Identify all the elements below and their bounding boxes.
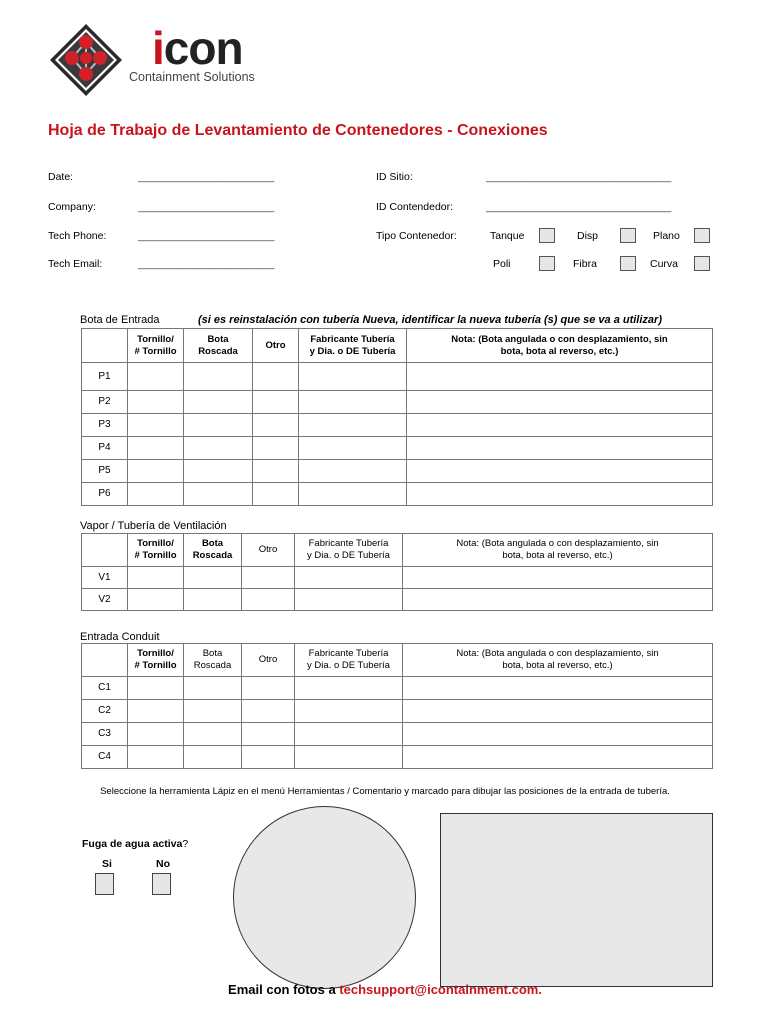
tornillo-header-line2: # Tornillo	[134, 345, 177, 357]
fabricante-cell[interactable]	[299, 483, 407, 506]
otro-cell[interactable]	[242, 723, 295, 746]
table-row	[82, 746, 713, 769]
row-label: C3	[82, 723, 128, 746]
nota-cell[interactable]	[403, 723, 713, 746]
otro-cell[interactable]	[242, 589, 295, 611]
curva-label: Curva	[650, 258, 679, 270]
tornillo-header	[128, 534, 184, 567]
tornillo-cell[interactable]	[128, 391, 184, 414]
otro-cell[interactable]	[242, 700, 295, 723]
tornillo-cell[interactable]	[128, 483, 184, 506]
fabricante-cell[interactable]	[299, 437, 407, 460]
bota-cell[interactable]	[184, 460, 253, 483]
bota-header-line1: Bota	[207, 333, 229, 345]
bota-cell[interactable]	[184, 391, 253, 414]
bota-cell[interactable]	[184, 414, 253, 437]
date-label: Date:	[48, 171, 74, 183]
fabricante-cell[interactable]	[299, 414, 407, 437]
nota-cell[interactable]	[407, 460, 713, 483]
nota-cell[interactable]	[407, 363, 713, 391]
tornillo-header-line1: Tornillo/	[137, 333, 174, 345]
tornillo-cell[interactable]	[128, 723, 184, 746]
fabricante-header-line2: y Dia. o DE Tubería	[307, 660, 390, 671]
curva-checkbox[interactable]	[694, 256, 710, 271]
empty-header-cell	[82, 534, 128, 567]
nota-cell[interactable]	[407, 437, 713, 460]
table-row	[82, 483, 713, 506]
otro-cell[interactable]	[253, 437, 299, 460]
bota-cell[interactable]	[184, 589, 242, 611]
logo-wordmark-rest: con	[163, 22, 243, 74]
company-field[interactable]: _________________________	[138, 201, 274, 213]
nota-cell[interactable]	[407, 414, 713, 437]
table-row	[82, 677, 713, 700]
row-label: C2	[82, 700, 128, 723]
otro-cell[interactable]	[253, 460, 299, 483]
leak-no-checkbox[interactable]	[152, 873, 171, 895]
leak-question-mark: ?	[182, 838, 189, 850]
row-label: V2	[82, 589, 128, 611]
bota-entrada-table	[81, 328, 713, 506]
tech-email-label: Tech Email:	[48, 258, 103, 270]
leak-question-label: Fuga de agua activa	[82, 838, 183, 850]
nota-header	[407, 329, 713, 363]
tech-email-field[interactable]: _________________________	[138, 258, 274, 270]
otro-cell[interactable]	[242, 567, 295, 589]
fabricante-header	[295, 644, 403, 677]
email-footer	[0, 982, 770, 997]
table-row	[82, 363, 713, 391]
otro-cell[interactable]	[253, 391, 299, 414]
tanque-checkbox[interactable]	[539, 228, 555, 243]
otro-cell[interactable]	[253, 483, 299, 506]
container-id-label: ID Contendedor:	[376, 201, 454, 213]
disp-checkbox[interactable]	[620, 228, 636, 243]
nota-header-line1: Nota: (Bota angulada o con desplazamiento, sin	[456, 648, 659, 659]
fabricante-cell[interactable]	[295, 723, 403, 746]
empty-header-cell	[82, 644, 128, 677]
bota-header	[184, 329, 253, 363]
bota-header-line1: Bota	[201, 538, 224, 549]
tornillo-header-line1: Tornillo/	[137, 538, 174, 549]
tornillo-cell[interactable]	[128, 589, 184, 611]
logo-wordmark	[152, 22, 243, 74]
company-label: Company:	[48, 201, 96, 213]
tornillo-cell[interactable]	[128, 414, 184, 437]
otro-cell[interactable]	[253, 414, 299, 437]
bota-header	[184, 644, 242, 677]
email-prefix: Email con fotos a	[228, 982, 340, 997]
fabricante-cell[interactable]	[295, 746, 403, 769]
otro-header: Otro	[242, 644, 295, 677]
bota-cell[interactable]	[184, 437, 253, 460]
fabricante-cell[interactable]	[299, 363, 407, 391]
table-row	[82, 723, 713, 746]
otro-cell[interactable]	[242, 746, 295, 769]
fabricante-header-line1: Fabricante Tubería	[308, 538, 389, 549]
row-label: P1	[82, 363, 128, 391]
tornillo-cell[interactable]	[128, 363, 184, 391]
row-label: P4	[82, 437, 128, 460]
fabricante-cell[interactable]	[295, 567, 403, 589]
conduit-title: Entrada Conduit	[80, 631, 160, 643]
fibra-checkbox[interactable]	[620, 256, 636, 271]
fibra-label: Fibra	[573, 258, 597, 270]
tornillo-header	[128, 329, 184, 363]
tornillo-cell[interactable]	[128, 460, 184, 483]
row-label: C4	[82, 746, 128, 769]
otro-header: Otro	[253, 329, 299, 363]
bota-cell[interactable]	[184, 677, 242, 700]
tech-phone-field[interactable]: _________________________	[138, 230, 274, 242]
nota-cell[interactable]	[403, 700, 713, 723]
nota-cell[interactable]	[403, 677, 713, 700]
support-email-link[interactable]: techsupport@icontainment.com.	[339, 982, 542, 997]
drawing-instructions: Seleccione la herramienta Lápiz en el menú Herramientas / Comentario y marcado para dibujar las posiciones de la entrada de tubería.	[100, 786, 670, 797]
tornillo-header	[128, 644, 184, 677]
tornillo-header-line1: Tornillo/	[137, 648, 174, 659]
nota-header-line1: Nota: (Bota angulada o con desplazamiento, sin	[456, 538, 659, 549]
fabricante-header	[299, 329, 407, 363]
row-label: P3	[82, 414, 128, 437]
plano-checkbox[interactable]	[694, 228, 710, 243]
row-label: C1	[82, 677, 128, 700]
bota-header-line2: Roscada	[192, 550, 233, 561]
nota-cell[interactable]	[403, 567, 713, 589]
poli-checkbox[interactable]	[539, 256, 555, 271]
nota-cell[interactable]	[407, 391, 713, 414]
poli-label: Poli	[493, 258, 511, 270]
disp-label: Disp	[577, 230, 599, 242]
otro-cell[interactable]	[242, 677, 295, 700]
tanque-label: Tanque	[490, 230, 525, 242]
fabricante-cell[interactable]	[295, 700, 403, 723]
tornillo-header-line2: # Tornillo	[134, 660, 177, 671]
tech-phone-label: Tech Phone:	[48, 230, 107, 242]
plano-label: Plano	[653, 230, 680, 242]
empty-header-cell	[82, 329, 128, 363]
tornillo-cell[interactable]	[128, 437, 184, 460]
bota-entrada-title: Bota de Entrada	[80, 314, 160, 326]
nota-header	[403, 644, 713, 677]
bota-cell[interactable]	[184, 723, 242, 746]
nota-header-line2: bota, bota al reverso, etc.)	[502, 550, 613, 561]
site-id-label: ID Sitio:	[376, 171, 413, 183]
logo-subtitle: Containment Solutions	[129, 70, 255, 84]
fabricante-header	[295, 534, 403, 567]
fabricante-cell[interactable]	[295, 677, 403, 700]
container-id-field[interactable]: __________________________________	[486, 201, 671, 213]
nota-header	[403, 534, 713, 567]
container-type-label: Tipo Contenedor:	[376, 230, 457, 242]
leak-question	[82, 838, 188, 850]
nota-header-line2: bota, bota al reverso, etc.)	[500, 345, 619, 357]
nota-cell[interactable]	[403, 746, 713, 769]
tornillo-cell[interactable]	[128, 567, 184, 589]
tornillo-cell[interactable]	[128, 700, 184, 723]
bota-cell[interactable]	[184, 746, 242, 769]
row-label: P6	[82, 483, 128, 506]
otro-cell[interactable]	[253, 363, 299, 391]
table-row	[82, 460, 713, 483]
tornillo-cell[interactable]	[128, 677, 184, 700]
leak-yes-checkbox[interactable]	[95, 873, 114, 895]
vapor-table	[81, 533, 713, 611]
nota-header-line2: bota, bota al reverso, etc.)	[502, 660, 613, 671]
bota-cell[interactable]	[184, 700, 242, 723]
table-row	[82, 414, 713, 437]
fabricante-cell[interactable]	[299, 460, 407, 483]
conduit-table	[81, 643, 713, 769]
tornillo-cell[interactable]	[128, 746, 184, 769]
vapor-title: Vapor / Tubería de Ventilación	[80, 520, 227, 532]
table-row	[82, 437, 713, 460]
logo-wordmark-i: i	[152, 22, 164, 74]
nota-cell[interactable]	[403, 589, 713, 611]
fabricante-header-line1: Fabricante Tubería	[310, 333, 395, 345]
tornillo-header-line2: # Tornillo	[134, 550, 177, 561]
fabricante-header-line2: y Dia. o DE Tubería	[309, 345, 396, 357]
fabricante-cell[interactable]	[295, 589, 403, 611]
bota-cell[interactable]	[184, 363, 253, 391]
rectangle-drawing-area[interactable]	[440, 813, 713, 987]
bota-header-line2: Roscada	[198, 345, 238, 357]
leak-no-label: No	[156, 858, 170, 870]
leak-yes-label: Si	[102, 858, 112, 870]
fabricante-header-line2: y Dia. o DE Tubería	[307, 550, 390, 561]
table-row	[82, 700, 713, 723]
table-row	[82, 391, 713, 414]
page-title: Hoja de Trabajo de Levantamiento de Contenedores - Conexiones	[48, 122, 548, 139]
circle-drawing-area[interactable]	[233, 806, 416, 989]
bota-cell[interactable]	[184, 483, 253, 506]
row-label: P2	[82, 391, 128, 414]
table-row	[82, 589, 713, 611]
row-label: P5	[82, 460, 128, 483]
otro-header: Otro	[242, 534, 295, 567]
site-id-field[interactable]: __________________________________	[486, 171, 671, 183]
date-field[interactable]: _________________________	[138, 171, 274, 183]
table-row	[82, 567, 713, 589]
bota-entrada-note: (si es reinstalación con tubería Nueva, identificar la nueva tubería (s) que se va a utilizar)	[198, 314, 662, 326]
nota-cell[interactable]	[407, 483, 713, 506]
logo-icon	[48, 22, 124, 98]
fabricante-header-line1: Fabricante Tubería	[308, 648, 389, 659]
bota-cell[interactable]	[184, 567, 242, 589]
row-label: V1	[82, 567, 128, 589]
nota-header-line1: Nota: (Bota angulada o con desplazamiento, sin	[451, 333, 668, 345]
bota-header-line1: Bota	[202, 648, 223, 659]
bota-header	[184, 534, 242, 567]
fabricante-cell[interactable]	[299, 391, 407, 414]
bota-header-line2: Roscada	[193, 660, 232, 671]
